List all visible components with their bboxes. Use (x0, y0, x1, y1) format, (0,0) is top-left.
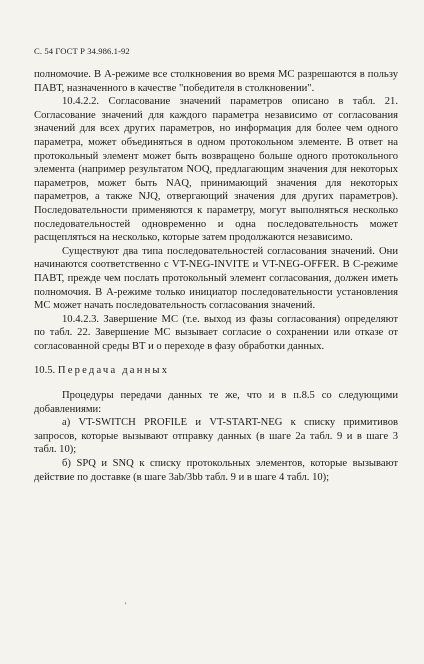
running-head: С. 54 ГОСТ Р 34.986.1-92 (34, 46, 130, 56)
paragraph-data-transfer: Процедуры передачи данных те же, что и в п.8.5 со следующими добавлениями: (34, 390, 398, 415)
list-item-b: б) SPQ и SNQ к списку протокольных элементов, которые вызывают действие по доставке (в шаге 3ab/3bb табл. 9 и в шаге 4 табл. 10); (34, 458, 398, 483)
paragraph-10-4-2-3: 10.4.2.3. Завершение МС (т.е. выход из фазы согласования) определяют по табл. 22. Завершение МС вызывает согласие о сохранении или отказе от согласованной среды ВТ и о переходе в фазу обработки данных. (34, 313, 398, 352)
section-title: Передача данных (57, 365, 170, 377)
paragraph-negotiation-types: Существуют два типа последовательностей согласования значений. Они начинаются соответственно с VT-NEG-INVITE и VT-NEG-OFFER. В С-режиме ПАВТ, прежде чем послать протокольный элемент согласования, должен иметь полномочия. В А-режиме только инициатор последовательности установления МС может начать последовательность согласования значений. (34, 245, 398, 312)
paragraph-10-4-2-2: 10.4.2.2. Согласование значений параметров описано в табл. 21. Согласование значений для каждого параметра независимо от согласования значений для всех других параметров, но информация для более чем одного параметра, может объединяться в одном протокольном элементе. В ответ на протокольный элемент может быть возвращено больше одного протокольного элемента (например результатом NOQ, предлагающим значения для некоторых параметров, может быть NAQ, принимающий значения для некоторых параметров, а также NJQ, отвергающий значения для других параметров). Последовательности применяются к параметру, могут выполняться несколько последовательностей одновременно и одна последовательность может расщепляться на несколько, которые затем продолжаются независимо. (34, 96, 398, 244)
stray-mark: ' (125, 601, 127, 610)
list-item-a: а) VT-SWITCH PROFILE и VT-START-NEG к списку примитивов запросов, которые вызывают отправку данных (в шаге 2а табл. 9 и в шаге 3 табл. 10); (34, 417, 398, 456)
paragraph-continuation: полномочие. В А-режиме все столкновения во время МС разрешаются в пользу ПАВТ, назначенного в качестве "победителя в столкновении". (34, 69, 398, 94)
section-heading (34, 364, 398, 378)
body-text (34, 68, 398, 484)
section-number: 10.5. (34, 365, 56, 377)
